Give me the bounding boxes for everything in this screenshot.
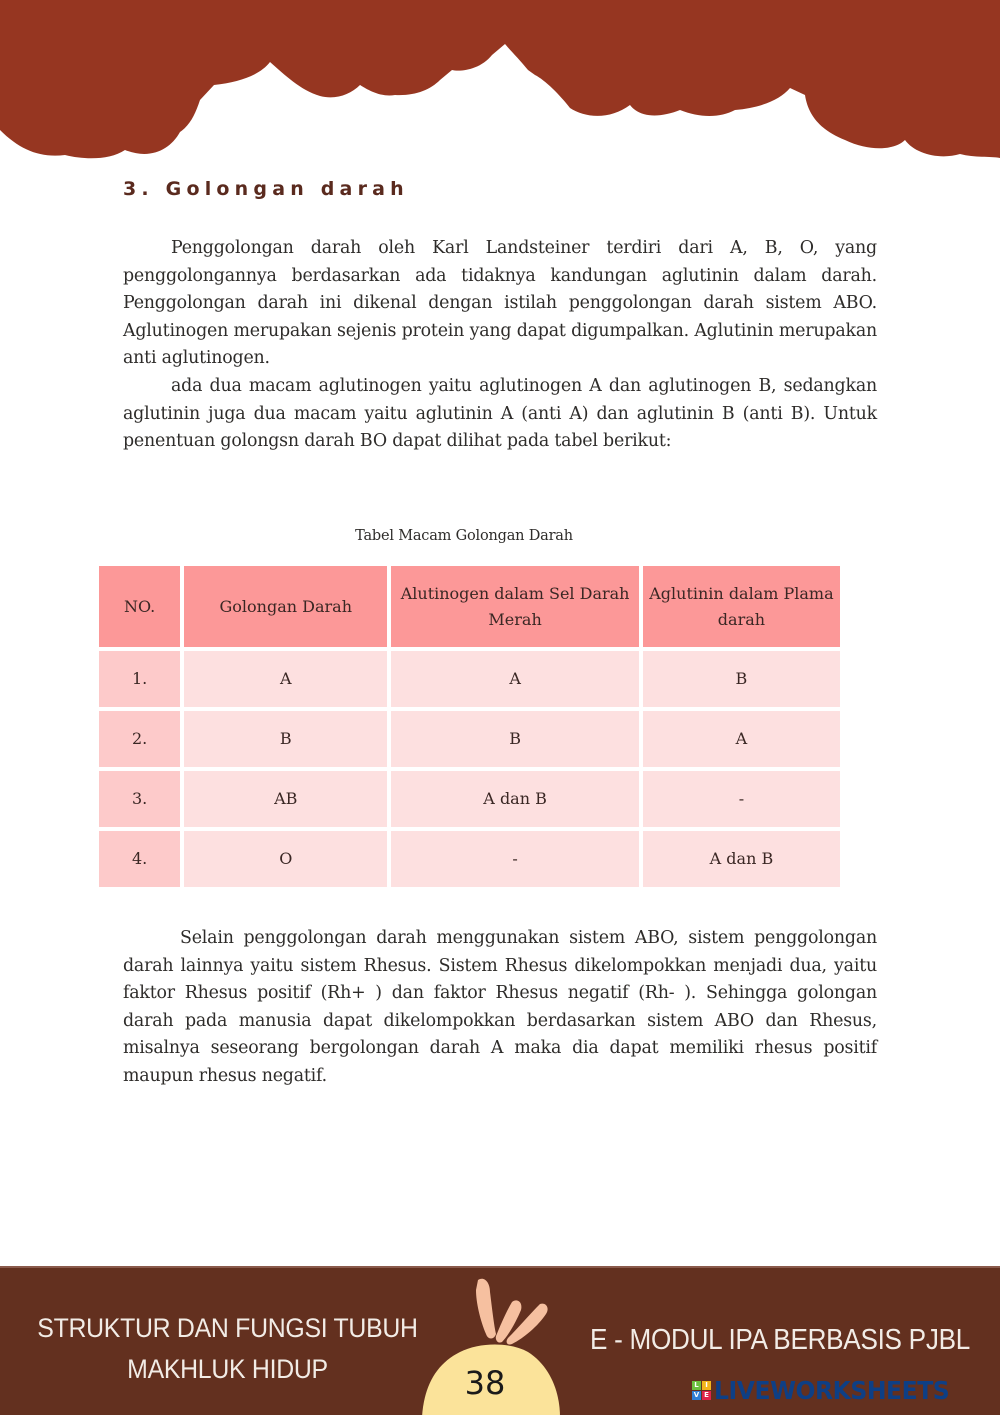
cell-aglutinin: A (643, 711, 840, 767)
footer-module-topic (18, 1308, 437, 1390)
cell-blood-type: B (184, 711, 387, 767)
cell-aglutinin: - (643, 771, 840, 827)
table-caption: Tabel Macam Golongan Darah (355, 528, 573, 544)
table-row (99, 831, 840, 887)
intro-paragraph: Penggolongan darah oleh Karl Landsteiner terdiri dari A, B, O, yang penggolongannya berdasarkan ada tidaknya kandungan aglutinin dalam darah. Penggolongan darah ini dikenal dengan istilah penggolongan darah sistem ABO. Aglutinogen merupakan sejenis protein yang dapat digumpalkan. Aglutinin merupakan anti aglutinogen. (123, 238, 877, 369)
header-aglutinogen: Alutinogen dalam Sel Darah Merah (391, 566, 639, 647)
cell-aglutinin: B (643, 651, 840, 707)
cell-aglutinogen: A dan B (391, 771, 639, 827)
footer-topic-line2: MAKHLUK HIDUP (127, 1354, 328, 1384)
liveworksheets-text: LIVEWORKSHEETS (714, 1375, 950, 1405)
logo-letter: E (702, 1391, 711, 1400)
cell-aglutinin: A dan B (643, 831, 840, 887)
blood-type-table (95, 562, 844, 891)
cell-aglutinogen: - (391, 831, 639, 887)
aglutinogen-paragraph: ada dua macam aglutinogen yaitu aglutinogen A dan aglutinogen B, sedangkan aglutinin juga dua macam yaitu aglutinin A (anti A) dan aglutinin B (anti B). Untuk penentuan golongsn darah BO dapat dilihat pada tabel berikut: (123, 376, 877, 452)
cell-blood-type: O (184, 831, 387, 887)
cell-no: 4. (99, 831, 180, 887)
page-number: 38 (464, 1364, 506, 1402)
footer-module-title: E - MODUL IPA BERBASIS PJBL (590, 1324, 970, 1356)
footer-topic-line1: STRUKTUR DAN FUNGSI TUBUH (37, 1313, 418, 1343)
scalloped-header-decoration (0, 0, 1000, 170)
section-title: 3. Golongan darah (123, 178, 409, 200)
header-no: NO. (99, 566, 180, 647)
rhesus-paragraph: Selain penggolongan darah menggunakan sistem ABO, sistem penggolongan darah lainnya yaitu sistem Rhesus. Sistem Rhesus dikelompokkan menjadi dua, yaitu faktor Rhesus positif (Rh+ ) dan faktor Rhesus negatif (Rh- ). Sehingga golongan darah pada manusia dapat dikelompokkan berdasarkan sistem ABO dan Rhesus, misalnya seseorang bergolongan darah A maka dia dapat memiliki rhesus positif maupun rhesus negatif. (123, 928, 877, 1086)
logo-letter: V (693, 1390, 700, 1399)
logo-letter: I (702, 1381, 711, 1390)
cell-blood-type: AB (184, 771, 387, 827)
cell-no: 3. (99, 771, 180, 827)
cell-aglutinogen: A (391, 651, 639, 707)
table-row (99, 771, 840, 827)
table-row (99, 711, 840, 767)
cell-blood-type: A (184, 651, 387, 707)
cell-no: 1. (99, 651, 180, 707)
liveworksheets-watermark[interactable] (692, 1375, 964, 1405)
cell-no: 2. (99, 711, 180, 767)
table-row (99, 651, 840, 707)
header-blood-type: Golongan Darah (184, 566, 387, 647)
table-header-row (99, 566, 840, 647)
liveworksheets-logo-icon (692, 1381, 711, 1400)
header-aglutinin: Aglutinin dalam Plama darah (643, 566, 840, 647)
cell-aglutinogen: B (391, 711, 639, 767)
logo-letter: L (692, 1381, 701, 1390)
